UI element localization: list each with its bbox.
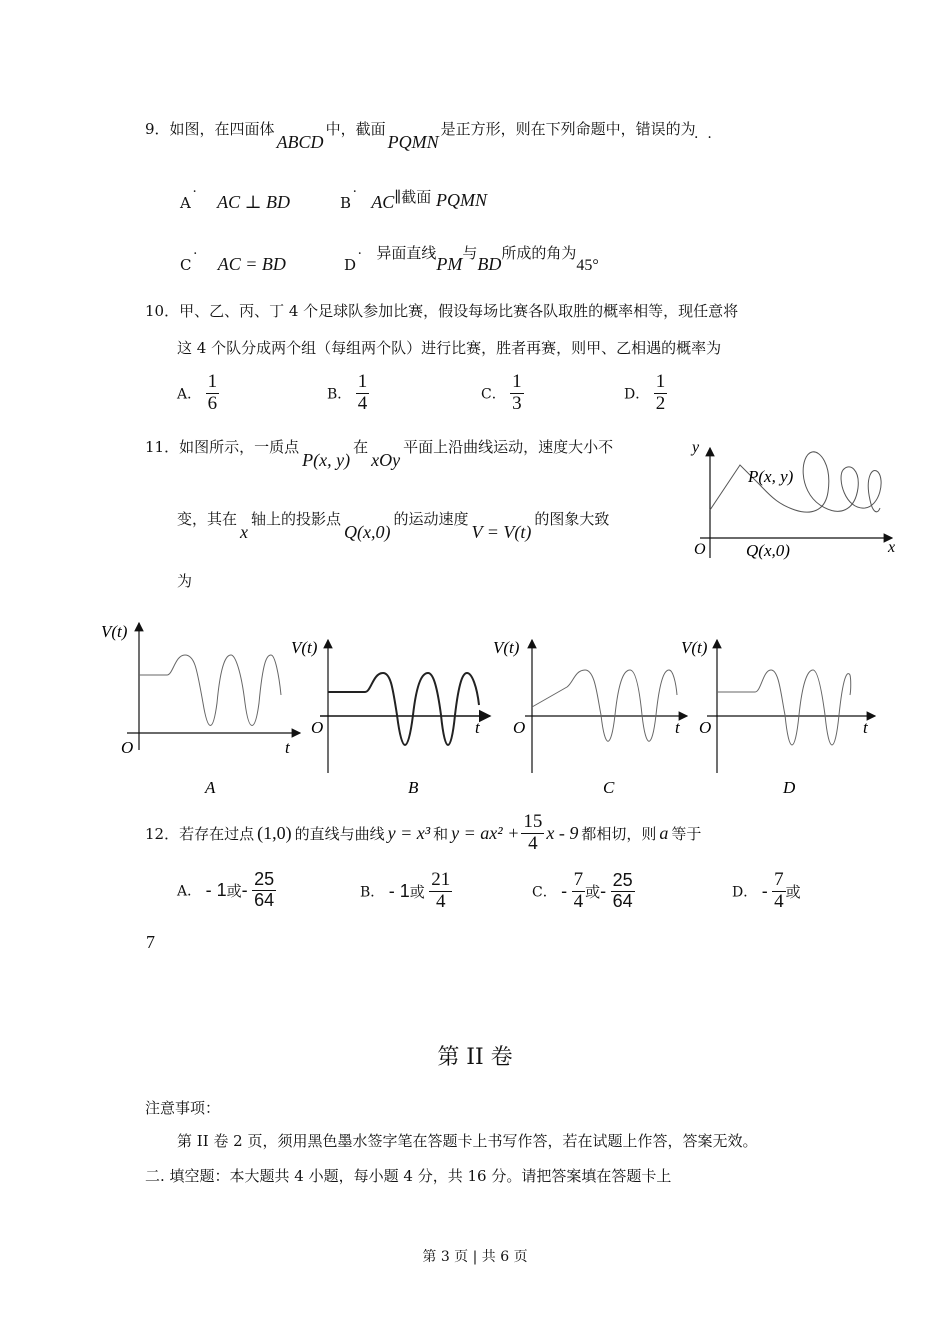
option-d-label: D xyxy=(344,256,357,274)
q12-text-5: 等于 xyxy=(671,824,702,843)
notice-text: 第 II 卷 2 页，须用黑色墨水签字笔在答题卡上书写作答，若在试题上作答，答案无效。 xyxy=(177,1132,758,1150)
q12-a-den: 64 xyxy=(254,889,275,910)
q9-option-d: D˙ 异面直线PM与BD所成的角为45° xyxy=(344,244,599,274)
q12-b-label: B． xyxy=(360,884,385,901)
q12-a-fraction xyxy=(252,870,276,911)
q10-line-1 xyxy=(145,300,738,321)
option-b-text: ∥截面 xyxy=(394,188,432,206)
q12-c-or: 或 xyxy=(585,882,601,901)
emphasis-dots: · · xyxy=(694,130,712,146)
graph-c xyxy=(493,638,687,797)
graph-a-vlabel: V(t) xyxy=(101,622,128,641)
q12-option-a xyxy=(177,870,276,911)
graph-b-tlabel: t xyxy=(475,718,480,737)
option-d-text-2: 与 xyxy=(462,244,478,262)
q12-fraction xyxy=(521,812,544,855)
q10-b-den: 4 xyxy=(357,392,368,414)
graph-c-caption: C xyxy=(603,778,615,797)
q11-math-x: x xyxy=(240,522,249,542)
option-d-text-3: 所成的角为 xyxy=(501,244,577,262)
option-a-label: A xyxy=(180,194,191,212)
option-d-math-bd: BD xyxy=(477,254,502,274)
q10-d-label: D． xyxy=(624,386,650,403)
graph-d-origin: O xyxy=(699,718,712,737)
q12-d-label: D． xyxy=(732,884,758,901)
q12-b-den: 4 xyxy=(435,890,446,912)
q10-d-num: 1 xyxy=(655,371,666,392)
q11-math-xoy: xOy xyxy=(371,450,401,470)
q12-math-cubic: y = x³ xyxy=(387,822,431,843)
q9-math-pqmn: PQMN xyxy=(387,132,439,152)
section-title: 第 II 卷 xyxy=(437,1045,513,1070)
q9-number: 9． xyxy=(145,120,170,138)
q10-c-num: 1 xyxy=(512,371,522,392)
graph-a xyxy=(101,622,300,797)
q12-a-num: 25 xyxy=(254,869,275,889)
option-b-label: B xyxy=(340,194,352,212)
q11-text-4: 变，其在 xyxy=(177,510,238,528)
q10-text-1: 甲、乙、丙、丁 4 个足球队参加比赛，假设每场比赛各队取胜的概率相等，现任意将 xyxy=(179,302,739,320)
q12-b-num: 21 xyxy=(431,869,451,890)
q12-a-part1: - 1 xyxy=(205,879,227,900)
q11-text-2: 在 xyxy=(353,438,369,456)
q11-line-2 xyxy=(177,508,610,542)
q12-b-fraction xyxy=(429,870,452,913)
q12-text-4: 都相切，则 xyxy=(581,824,657,843)
q12-c-label: C． xyxy=(532,884,557,901)
option-a-expr: AC ⊥ BD xyxy=(217,192,291,212)
q9-option-a: A˙ AC ⊥ BD xyxy=(180,188,291,212)
q11-line-1 xyxy=(145,436,614,470)
option-c-expr: AC = BD xyxy=(217,254,286,274)
q9-math-abcd: ABCD xyxy=(276,132,324,152)
option-d-text-1: 异面直线 xyxy=(376,244,437,262)
q10-c-fraction xyxy=(510,372,524,415)
q12-text-2: 的直线与曲线 xyxy=(294,824,385,843)
q12-c-den1: 4 xyxy=(573,890,584,912)
q12-math-a: a xyxy=(659,822,669,843)
option-c-label: C xyxy=(180,256,192,274)
graph-b xyxy=(291,638,490,797)
q10-d-den: 2 xyxy=(655,392,666,414)
q12-option-b xyxy=(360,870,452,913)
q11-text-3: 平面上沿曲线运动，速度大小不 xyxy=(403,438,614,456)
q11-number: 11． xyxy=(145,438,180,456)
q9-option-c: C˙ AC = BD xyxy=(180,250,286,274)
graph-d-caption: D xyxy=(783,778,796,797)
q10-option-c xyxy=(481,372,524,415)
q12-option-c xyxy=(532,870,635,913)
option-d-math-pm: PM xyxy=(436,254,463,274)
graph-a-caption: A xyxy=(205,778,216,797)
q10-a-num: 1 xyxy=(207,371,218,392)
graph-c-origin: O xyxy=(513,718,526,737)
q10-b-fraction xyxy=(356,372,370,415)
q12-math-quad-1: y = ax² + xyxy=(451,822,520,843)
q11-answer-graphs xyxy=(95,615,895,805)
q9-line xyxy=(145,118,696,152)
graph-a-tlabel: t xyxy=(285,738,290,757)
q12-a-part2: - xyxy=(241,879,248,900)
graph-c-vlabel: V(t) xyxy=(493,638,520,657)
q12-number: 12． xyxy=(145,824,180,843)
q12-c-part2: - xyxy=(600,880,607,901)
fig-p-label: P(x, y) xyxy=(748,467,794,486)
q11-text-6: 的运动速度 xyxy=(393,510,469,528)
notice-heading: 注意事项： xyxy=(145,1099,221,1117)
q9-text-2: 中，截面 xyxy=(325,120,386,138)
q12-line xyxy=(145,812,701,855)
q10-d-fraction xyxy=(654,372,668,415)
q10-option-d xyxy=(624,372,667,415)
q10-c-label: C． xyxy=(481,386,506,403)
q12-d-num: 7 xyxy=(774,869,784,890)
q12-d-fraction xyxy=(772,870,786,913)
q10-c-den: 3 xyxy=(512,392,522,414)
graph-b-caption: B xyxy=(408,778,419,797)
q10-number: 10． xyxy=(145,302,180,320)
q12-text-3: 和 xyxy=(433,824,449,843)
q11-math-v: V = V(t) xyxy=(471,522,532,542)
q12-c-num1: 7 xyxy=(573,869,584,890)
graph-d-tlabel: t xyxy=(863,718,868,737)
q12-d-continuation: 7 xyxy=(146,932,155,952)
q12-a-label: A． xyxy=(177,883,202,900)
q12-d-den: 4 xyxy=(774,890,784,912)
q10-a-fraction xyxy=(206,372,220,415)
q11-text-7: 的图象大致 xyxy=(534,510,610,528)
q12-c-fraction-2 xyxy=(611,871,635,912)
q12-text-1: 若存在过点 xyxy=(179,824,255,843)
q11-text-5: 轴上的投影点 xyxy=(251,510,342,528)
graph-d-vlabel: V(t) xyxy=(681,638,708,657)
fig-origin-label: O xyxy=(694,541,706,558)
q12-frac-num: 15 xyxy=(523,811,543,832)
q12-math-quad-2: x - 9 xyxy=(546,822,579,843)
q9-text-1: 如图，在四面体 xyxy=(169,120,275,138)
fig-q-label: Q(x,0) xyxy=(746,541,790,560)
q9-text-3: 是正方形，则在下列命题中，错误的为 xyxy=(440,120,696,138)
graph-b-vlabel: V(t) xyxy=(291,638,318,657)
part2-heading: 二. 填空题：本大题共 4 小题，每小题 4 分，共 16 分。请把答案填在答题卡上 xyxy=(145,1167,672,1185)
graph-a-origin: O xyxy=(121,738,134,757)
q12-b-part1: - 1 xyxy=(388,880,410,901)
q10-a-den: 6 xyxy=(207,392,218,414)
q11-text-1: 如图所示，一质点 xyxy=(179,438,300,456)
q11-math-p: P(x, y) xyxy=(302,450,351,470)
q12-c-den2: 64 xyxy=(612,890,633,911)
q12-c-num2: 25 xyxy=(612,870,633,891)
q10-b-label: B． xyxy=(327,386,352,403)
graph-c-tlabel: t xyxy=(675,718,680,737)
q10-option-b xyxy=(327,372,369,415)
q11-math-q: Q(x,0) xyxy=(344,522,391,542)
q10-a-label: A． xyxy=(177,386,202,403)
q12-option-d xyxy=(732,870,801,913)
particle-curve xyxy=(710,452,881,512)
q11-line-3: 为 xyxy=(177,572,193,590)
q12-math-point: (1,0) xyxy=(257,822,292,843)
graph-d xyxy=(681,638,875,797)
option-b-expr-1: AC xyxy=(371,192,395,212)
q9-option-b: B˙ AC∥截面 PQMN xyxy=(340,188,488,212)
q12-c-part1: - xyxy=(561,880,568,901)
q12-b-or: 或 xyxy=(409,882,425,901)
q10-option-a xyxy=(177,372,219,415)
fig-y-label: y xyxy=(692,439,700,456)
option-d-angle: 45° xyxy=(576,257,599,274)
q10-line-2: 这 4 个队分成两个组（每组两个队）进行比赛，胜者再赛，则甲、乙相遇的概率为 xyxy=(177,339,722,357)
q12-d-part1: - xyxy=(761,880,768,901)
q12-c-fraction-1 xyxy=(572,870,586,913)
q12-d-or: 或 xyxy=(785,882,801,901)
q10-b-num: 1 xyxy=(357,371,368,392)
q11-path-figure xyxy=(680,430,910,565)
q12-frac-den: 4 xyxy=(528,832,538,854)
graph-b-origin: O xyxy=(311,718,324,737)
fig-x-label: x xyxy=(888,539,896,556)
page-footer: 第 3 页 | 共 6 页 xyxy=(422,1249,528,1265)
option-b-expr-2: PQMN xyxy=(436,190,488,210)
q12-a-or: 或 xyxy=(226,881,242,900)
